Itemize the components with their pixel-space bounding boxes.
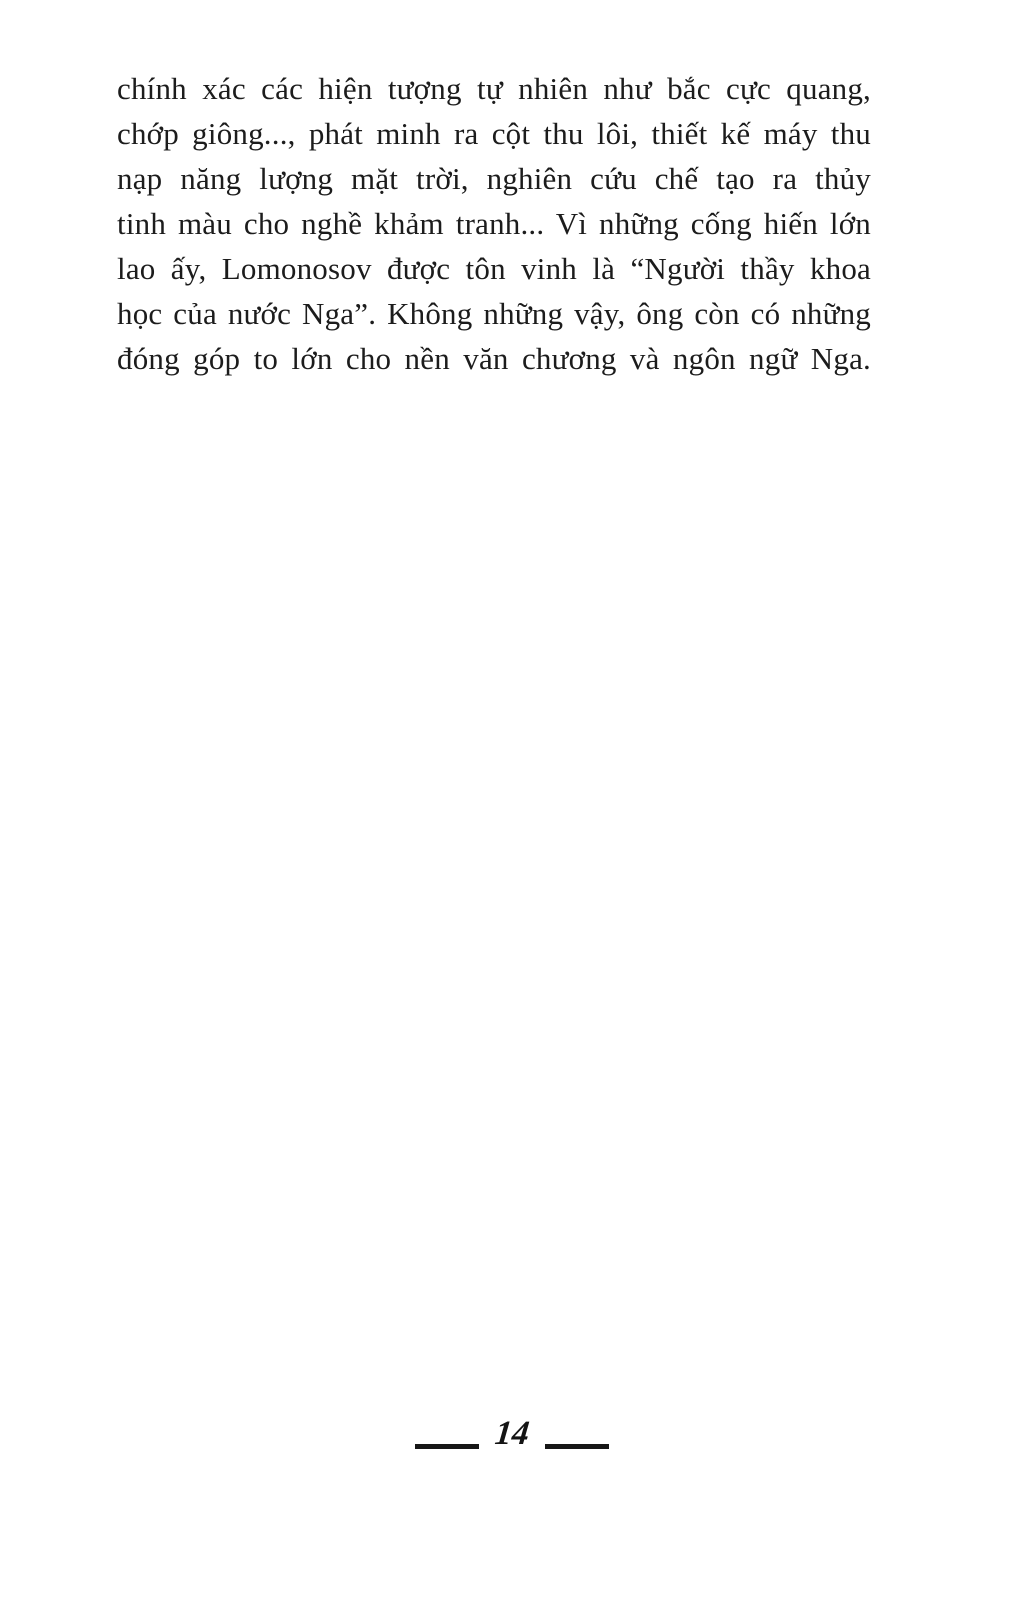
footer-rule-right [545,1444,609,1449]
paragraph-line: tinh màu cho nghề khảm tranh... Vì những cống hiến lớn [117,206,871,241]
paragraph-line: học của nước Nga”. Không những vậy, ông còn có những [117,296,871,331]
paragraph-line: chính xác các hiện tượng tự nhiên như bắc cực quang, [117,71,871,106]
body-paragraph [117,66,871,381]
paragraph-line: chớp giông..., phát minh ra cột thu lôi, thiết kế máy thu [117,116,871,151]
paragraph-line: nạp năng lượng mặt trời, nghiên cứu chế tạo ra thủy [117,161,871,196]
paragraph-line: lao ấy, Lomonosov được tôn vinh là “Người thầy khoa [117,251,871,286]
footer-rule-left [415,1444,479,1449]
page-number: 14 [493,1415,532,1452]
paragraph-line: đóng góp to lớn cho nền văn chương và ngôn ngữ Nga. [117,341,871,376]
page-footer [0,1408,1024,1452]
